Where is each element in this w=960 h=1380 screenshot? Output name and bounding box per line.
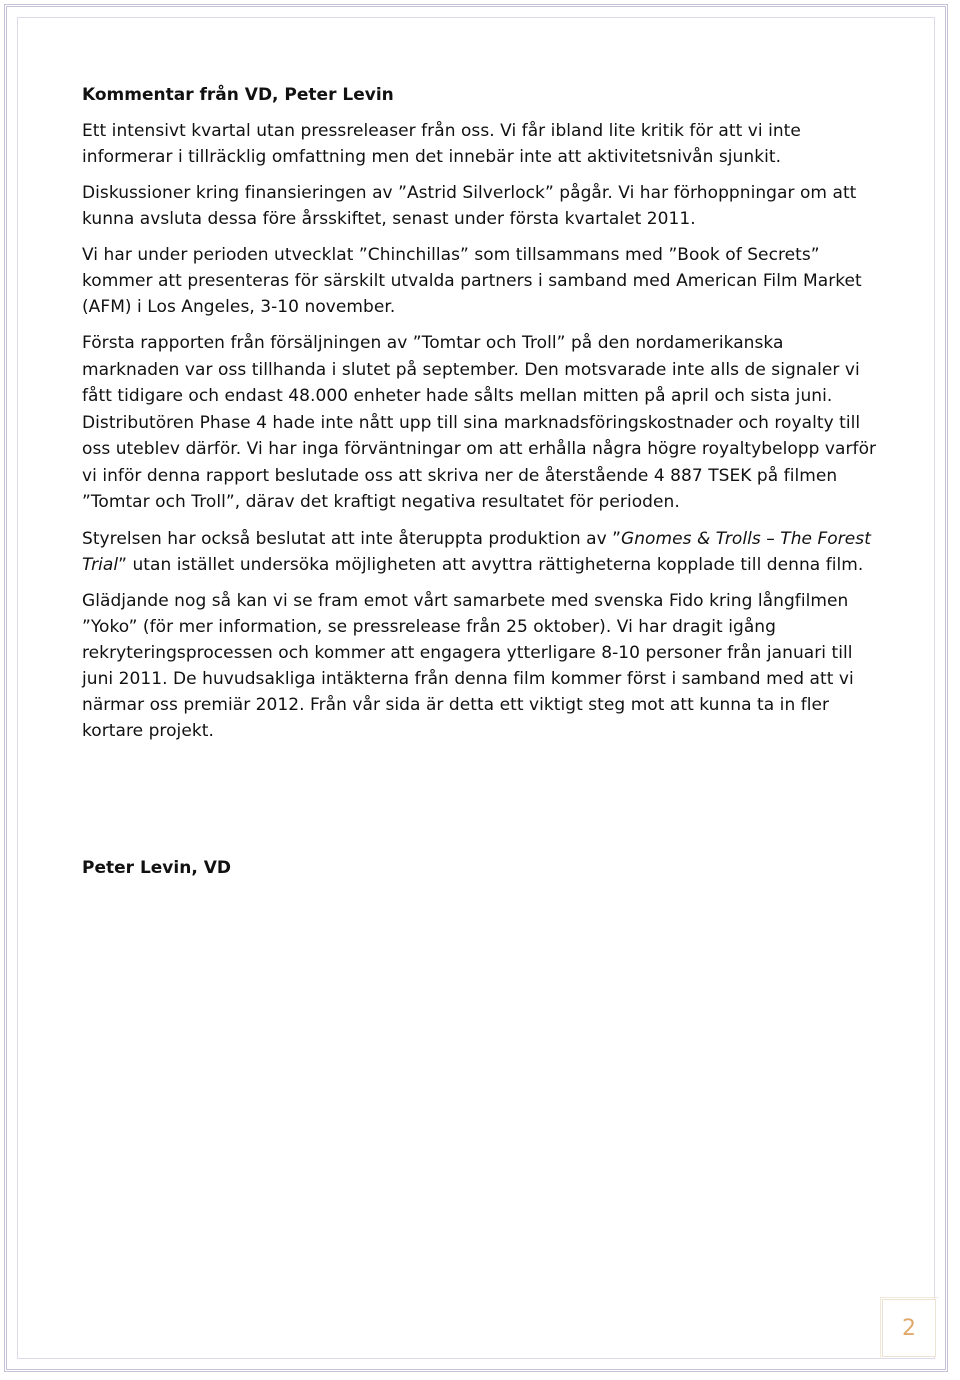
paragraph-financing: Diskussioner kring finansieringen av ”Astrid Silverlock” pågår. Vi har förhoppningar om att kunna avsluta dessa före årsskiftet, senast under första kvartalet 2011. [82, 183, 857, 229]
paragraph-sales-report: Första rapporten från försäljningen av ”Tomtar och Troll” på den nordamerikanska marknaden var oss tillhanda i slutet på september. Den motsvarade inte alls de signaler vi fått tidigare och endast 48.000 enheter hade sålts mellan mitten på april och sista juni. Distributören Phase 4 hade inte nått upp till sina marknadsföringskostnader och royalty till oss uteblev därför. Vi har inga förväntningar om att erhålla några högre royaltybelopp varför vi inför denna rapport beslutade oss att skriva ner de återstående 4 887 TSEK på filmen ”Tomtar och Troll”, därav det kraftigt negativa resultatet för perioden. [82, 333, 877, 512]
film-title-italic: Gnomes & Trolls – The Forest Trial [82, 528, 871, 575]
styrelsen-text-after: ” utan istället undersöka möjligheten att avyttra rättigheterna kopplade till denna film. [118, 554, 864, 575]
page-number-badge [882, 1299, 936, 1357]
paragraph-intro: Ett intensivt kvartal utan pressreleaser från oss. Vi får ibland lite kritik för att vi inte informerar i tillräcklig omfattning men det innebär inte att aktivitetsnivån sjunkit. [82, 121, 801, 167]
paragraph-chinchillas: Vi har under perioden utvecklat ”Chinchillas” som tillsammans med ”Book of Secrets” kommer att presenteras för särskilt utvalda partners i samband med American Film Market (AFM) i Los Angeles, 3-10 november. [82, 245, 862, 317]
styrelsen-text-before: Styrelsen har också beslutat att inte återuppta produktion av ” [82, 528, 621, 549]
section-heading: Kommentar från VD, Peter Levin [82, 85, 394, 105]
page-number: 2 [902, 1315, 916, 1341]
document-body [82, 82, 882, 754]
paragraph-fido: Glädjande nog så kan vi se fram emot vårt samarbete med svenska Fido kring långfilmen ”Yoko” (för mer information, se pressrelease från 25 oktober). Vi har dragit igång rekryteringsprocessen och kommer att engagera ytterligare 8-10 personer från januari till juni 2011. De huvudsakliga intäkterna från denna film kommer först i samband med att vi närmar oss premiär 2012. Från vår sida är detta ett viktigt steg mot att kunna ta in fler kortare projekt. [82, 590, 854, 741]
signature: Peter Levin, VD [82, 858, 231, 878]
paragraph-styrelsen [82, 526, 882, 578]
